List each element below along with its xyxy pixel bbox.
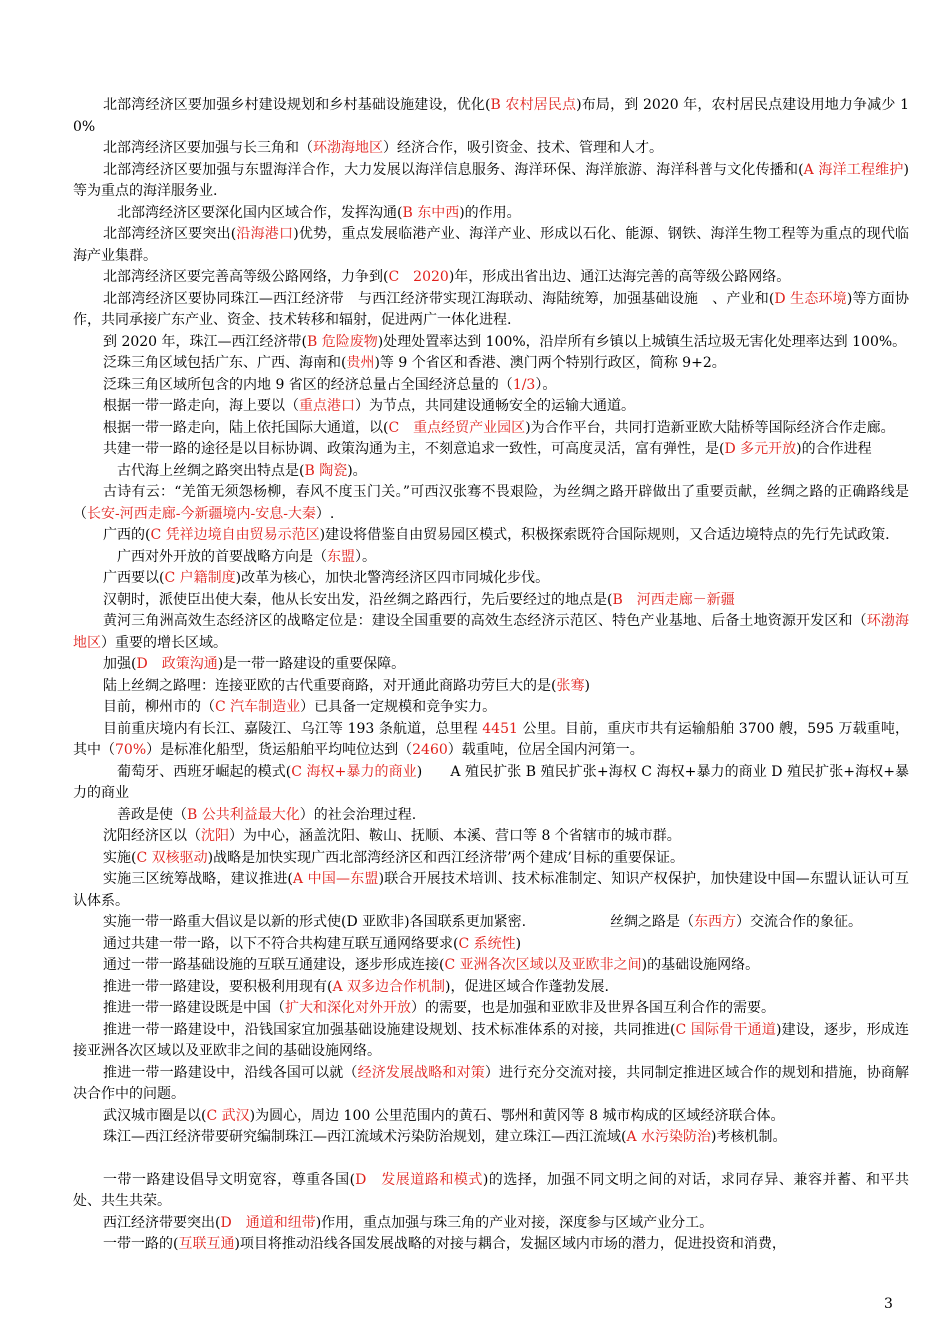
question-text: )战略是加快实现广西北部湾经济区和西江经济带’两个建成’目标的重要保证。 bbox=[207, 849, 685, 866]
question-text: 泛珠三角区域所包含的内地 9 省区的经济总量占全国经济总量的（ bbox=[103, 376, 513, 393]
paragraph bbox=[73, 955, 909, 977]
paragraph bbox=[73, 289, 909, 332]
question-text: ）已具备一定规模和竞争实力。 bbox=[300, 699, 497, 715]
question-text: )，促进区域合作蓬勃发展. bbox=[445, 978, 609, 995]
question-text: )联合开展技术培训、技术标准制定、知识产权保护，加快建设中国—东盟认证认可互认体系。 bbox=[73, 871, 909, 909]
question-text: )建设将借鉴自由贸易园区模式，积极探索既符合国际规则，又合适边境特点的先行先试政策. bbox=[319, 527, 890, 543]
question-text: ) A 殖民扩张 B 殖民扩张+海权 C 海权+暴力的商业 D 殖民扩张+海权+暴力的商业 bbox=[73, 763, 909, 801]
question-text: 目前，柳州市的（ bbox=[103, 699, 215, 715]
question-text: ）经济合作，吸引资金、技术、管理和人才。 bbox=[383, 140, 663, 156]
paragraph bbox=[73, 1213, 909, 1235]
question-text: 共建一带一路的途径是以目标协调、政策沟通为主，不刻意追求一致性，可高度灵活，富有弹性，是( bbox=[103, 441, 725, 457]
question-text: )的选择，加强不同文明之间的对话，求同存异、兼容并蓄、和平共处、共生共荣。 bbox=[73, 1171, 909, 1209]
paragraph bbox=[73, 869, 909, 912]
paragraph bbox=[73, 525, 909, 547]
answer-text: D 生态环境 bbox=[774, 290, 847, 307]
answer-text: C 凭祥边境自由贸易示范区 bbox=[150, 527, 320, 543]
answer-text: B 农村居民点 bbox=[490, 97, 577, 113]
paragraph bbox=[73, 138, 909, 160]
question-text: 一带一路的( bbox=[103, 1236, 179, 1252]
question-text: 通过共建一带一路，以下不符合共构建互联互通网络要求( bbox=[103, 935, 459, 952]
answer-text: C 户籍制度 bbox=[164, 570, 236, 586]
page-number: 3 bbox=[884, 1296, 893, 1312]
paragraph bbox=[73, 1127, 909, 1149]
question-text: )处理处置率达到 100%，沿岸所有乡镇以上城镇生活垃圾无害化处理率达到 100%。 bbox=[377, 333, 907, 350]
answer-text: 贵州 bbox=[346, 355, 375, 371]
paragraph bbox=[73, 848, 909, 870]
question-text: 推进一带一路建设中，沿钱国家宜加强基础设施建设规划、技术标准体系的对接，共同推进( bbox=[103, 1021, 676, 1038]
answer-text: 互联互通 bbox=[178, 1236, 235, 1252]
question-text: ）为中心，涵盖沈阳、鞍山、抚顺、本溪、营口等 8 个省辖市的城市群。 bbox=[229, 828, 681, 844]
question-text: )年，形成出省出边、通江达海完善的高等级公路网络。 bbox=[448, 269, 791, 285]
question-text: 陆上丝绸之路哩：连接亚欧的古代重要商路，对开通此商路功劳巨大的是( bbox=[103, 677, 557, 694]
question-text: 古诗有云：“羌笛无须怨杨柳，春风不度玉门关。”可西汉张骞不畏艰险，为丝绸之路开辟做出了重要贡献，丝绸之路的正确路线是（ bbox=[73, 484, 909, 522]
question-text: 实施三区统筹战略，建议推进( bbox=[103, 871, 293, 887]
question-text: 到 2020 年，珠江—西江经济带( bbox=[103, 333, 307, 350]
answer-text: B 危险废物 bbox=[307, 333, 378, 350]
paragraph bbox=[73, 719, 909, 762]
paragraph bbox=[73, 934, 909, 956]
question-text: )项目将推动沿线各国发展战略的对接与耦合，发掘区域内市场的潜力，促进投资和消费， bbox=[234, 1236, 786, 1252]
document-body bbox=[73, 95, 909, 1256]
question-text: )布局，到 2020 年，农村居民点建设用地力争减少 10% bbox=[73, 97, 909, 135]
paragraph bbox=[73, 95, 909, 138]
question-text: )是一带一路建设的重要保障。 bbox=[217, 656, 406, 672]
question-text: 善政是使（ bbox=[117, 806, 187, 823]
question-text: 北部湾经济区要加强与东盟海洋合作，大力发展以海洋信息服务、海洋环保、海洋旅游、海洋科普与文化传播和( bbox=[103, 161, 804, 178]
answer-text: D 政策沟通 bbox=[136, 656, 218, 672]
paragraph bbox=[73, 461, 909, 483]
question-text: 沈阳经济区以（ bbox=[103, 828, 201, 844]
paragraph bbox=[73, 1234, 909, 1256]
answer-text: 环渤海地区 bbox=[73, 613, 910, 651]
question-text: )。 bbox=[347, 462, 367, 479]
question-text: 广西要以( bbox=[103, 570, 165, 586]
question-text: )的作用。 bbox=[459, 204, 521, 221]
question-text: 北部湾经济区要加强与长三角和（ bbox=[103, 140, 313, 156]
question-text: ）为节点，共同建设通畅安全的运输大通道。 bbox=[355, 398, 635, 414]
question-text: 一带一路建设倡导文明宽容，尊重各国( bbox=[103, 1171, 356, 1188]
paragraph bbox=[73, 611, 909, 654]
question-text: 广西的( bbox=[103, 527, 151, 543]
question-text: ）载重吨，位居全国内河第一。 bbox=[447, 742, 644, 758]
answer-text: 1/3 bbox=[512, 376, 536, 393]
question-text: 目前重庆境内有长江、嘉陵江、乌江等 193 条航道，总里程 bbox=[103, 720, 483, 737]
answer-text: 东盟 bbox=[327, 548, 355, 565]
question-text: 通过一带一路基础设施的互联互通建设，逐步形成连接( bbox=[103, 957, 445, 973]
question-text: ) bbox=[515, 935, 522, 952]
answer-text: D 发展道路和模式 bbox=[355, 1171, 483, 1188]
question-text: 推进一带一路建设中，沿线各国可以就（ bbox=[103, 1064, 358, 1081]
question-text: 根据一带一路走向，海上要以（ bbox=[103, 398, 299, 414]
answer-text: 沈阳 bbox=[201, 828, 229, 844]
answer-text: A 海洋工程维护 bbox=[803, 161, 904, 178]
question-text: )的基础设施网络。 bbox=[641, 957, 760, 973]
paragraph bbox=[73, 977, 909, 999]
answer-text: A 中国—东盟 bbox=[292, 871, 379, 887]
paragraph bbox=[73, 203, 909, 225]
question-text: ）交流合作的象征。 bbox=[736, 914, 863, 930]
answer-text: 2460 bbox=[412, 742, 448, 758]
paragraph bbox=[73, 353, 909, 375]
paragraph bbox=[73, 1063, 909, 1106]
paragraph bbox=[73, 1020, 909, 1063]
question-text: )作用，重点加强与珠三角的产业对接，深度参与区域产业分工。 bbox=[315, 1214, 714, 1231]
question-text: 泛珠三角区域包括广东、广西、海南和( bbox=[103, 355, 347, 371]
answer-text: 长安-河西走廊-今新疆境内-安息-大秦 bbox=[87, 505, 316, 522]
paragraph bbox=[73, 1170, 909, 1213]
question-text: ）。 bbox=[535, 376, 557, 393]
answer-text: B 河西走廊－新疆 bbox=[612, 591, 735, 608]
answer-text: 东西方 bbox=[694, 914, 737, 930]
question-text: )等 9 个省区和香港、澳门两个特别行政区，简称 9+2。 bbox=[374, 355, 726, 371]
answer-text: 张骞 bbox=[556, 677, 585, 694]
paragraph bbox=[73, 439, 909, 461]
paragraph bbox=[73, 375, 909, 397]
question-text: 北部湾经济区要突出( bbox=[103, 226, 237, 242]
answer-text: B 公共利益最大化 bbox=[187, 806, 300, 823]
question-text: )为合作平台，共同打造新亚欧大陆桥等国际经济合作走廊。 bbox=[525, 419, 895, 436]
paragraph bbox=[73, 568, 909, 590]
paragraph bbox=[73, 676, 909, 698]
question-text: ）重要的增长区域。 bbox=[101, 634, 227, 651]
question-text: 汉朝时，派使臣出使大秦，他从长安出发，沿丝绸之路西行，先后要经过的地点是( bbox=[103, 591, 613, 608]
answer-text: A 双多边合作机制 bbox=[332, 978, 446, 995]
question-text: 北部湾经济区要完善高等级公路网络，力争到( bbox=[103, 269, 389, 285]
question-text: ）的需要，也是加强和亚欧非及世界各国互利合作的需要。 bbox=[411, 1000, 775, 1016]
answer-text: C 汽车制造业 bbox=[215, 699, 301, 715]
question-text: 葡萄牙、西班牙崛起的模式( bbox=[117, 763, 292, 780]
answer-text: A 水污染防治 bbox=[626, 1129, 712, 1145]
paragraph bbox=[73, 654, 909, 676]
question-text: 北部湾经济区要协同珠江—西江经济带 与西江经济带实现江海联动、海陆统筹，加强基础设施 、产业和( bbox=[103, 290, 775, 307]
paragraph bbox=[73, 332, 909, 354]
answer-text: C 2020 bbox=[388, 269, 449, 285]
question-text: 西江经济带要突出( bbox=[103, 1214, 221, 1231]
question-text: ）。 bbox=[355, 548, 376, 565]
question-text: 推进一带一路建设既是中国（ bbox=[103, 1000, 285, 1016]
paragraph bbox=[73, 912, 909, 934]
question-text: 加强( bbox=[103, 656, 137, 672]
paragraph bbox=[73, 547, 909, 569]
question-text: ）是标准化船型，货运船舶平均吨位达到（ bbox=[146, 742, 413, 758]
question-text: 武汉城市圈是以( bbox=[103, 1107, 207, 1124]
answer-text: 重点港口 bbox=[299, 398, 355, 414]
question-text: 北部湾经济区要深化国内区域合作，发挥沟通( bbox=[117, 204, 403, 221]
question-text: )优势，重点发展临港产业、海洋产业、形成以石化、能源、钢铁、海洋生物工程等为重点的现代临海产业集群。 bbox=[73, 226, 910, 264]
paragraph bbox=[73, 160, 909, 203]
answer-text: C 海权+暴力的商业 bbox=[291, 763, 417, 780]
answer-text: C 重点经贸产业园区 bbox=[388, 419, 526, 436]
paragraph bbox=[73, 762, 909, 805]
question-text: )为圆心，周边 100 公里范围内的黄石、鄂州和黄冈等 8 城市构成的区域经济联合体。 bbox=[249, 1107, 785, 1124]
paragraph bbox=[73, 998, 909, 1020]
answer-text: C 双核驱动 bbox=[136, 849, 208, 866]
paragraph bbox=[73, 826, 909, 848]
question-text: )等为重点的海洋服务业. bbox=[73, 161, 909, 199]
answer-text: 沿海港口 bbox=[236, 226, 294, 242]
question-text: )建设，逐步，形成连接亚洲各次区域以及亚欧非之间的基础设施网络。 bbox=[73, 1021, 909, 1059]
answer-text: 70% bbox=[115, 742, 147, 758]
answer-text: 经济发展战略和对策 bbox=[357, 1064, 485, 1081]
question-text: ）的社会治理过程. bbox=[299, 806, 417, 823]
paragraph bbox=[73, 1106, 909, 1128]
question-text: 实施一带一路重大倡议是以新的形式使(D 亚欧非)各国联系更加紧密. 丝绸之路是（ bbox=[103, 914, 695, 930]
answer-text: 扩大和深化对外开放 bbox=[285, 1000, 411, 1016]
question-text: ）. bbox=[315, 505, 335, 522]
answer-text: B 东中西 bbox=[402, 204, 460, 221]
answer-text: 4451 bbox=[482, 720, 518, 737]
paragraph bbox=[73, 482, 909, 525]
question-text: 珠江—西江经济带要研究编制珠江—西江流域术污染防治规划，建立珠江—西江流域( bbox=[103, 1129, 627, 1145]
question-text: 古代海上丝绸之路突出特点是( bbox=[117, 462, 305, 479]
answer-text: C 武汉 bbox=[206, 1107, 250, 1124]
paragraph bbox=[73, 396, 909, 418]
paragraph bbox=[73, 224, 909, 267]
question-text: ) bbox=[584, 677, 590, 694]
question-text: )改革为核心，加快北警湾经济区四市同城化步伐。 bbox=[235, 570, 550, 586]
question-text: 根据一带一路走向，陆上依托国际大通道，以( bbox=[103, 419, 389, 436]
answer-text: D 多元开放 bbox=[724, 441, 797, 457]
question-text: 推进一带一路建设，要积极利用现有( bbox=[103, 978, 333, 995]
question-text: 实施( bbox=[103, 849, 137, 866]
paragraph bbox=[73, 805, 909, 827]
answer-text: C 亚洲各次区域以及亚欧非之间 bbox=[444, 957, 642, 973]
paragraph bbox=[73, 418, 909, 440]
question-text: ）进行充分交流对接，共同制定推进区域合作的规划和措施，协商解决合作中的问题。 bbox=[73, 1064, 910, 1102]
question-text: )的合作进程 bbox=[796, 441, 872, 457]
paragraph bbox=[73, 697, 909, 719]
question-text: )考核机制。 bbox=[711, 1129, 787, 1145]
question-text: 广西对外开放的首要战略方向是（ bbox=[117, 548, 327, 565]
blank-line bbox=[73, 1149, 909, 1170]
answer-text: D 通道和纽带 bbox=[220, 1214, 316, 1231]
question-text: 黄河三角洲高效生态经济区的战略定位是：建设全国重要的高效生态经济示范区、特色产业基地、后备土地资源开发区和（ bbox=[103, 613, 867, 629]
answer-text: 环渤海地区 bbox=[313, 140, 383, 156]
question-text: 北部湾经济区要加强乡村建设规划和乡村基础设施建设，优化( bbox=[103, 97, 491, 113]
paragraph bbox=[73, 590, 909, 612]
question-text: )等方面协作，共同承接广东产业、资金、技术转移和辐射，促进两广一体化进程. bbox=[73, 290, 909, 328]
paragraph bbox=[73, 267, 909, 289]
answer-text: B 陶瓷 bbox=[304, 462, 348, 479]
question-text: 公里。目前，重庆市共有运输船舶 3700 艘，595 万载重吨，其中（ bbox=[73, 720, 910, 758]
answer-text: C 系统性 bbox=[458, 935, 516, 952]
answer-text: C 国际骨干通道 bbox=[675, 1021, 776, 1038]
